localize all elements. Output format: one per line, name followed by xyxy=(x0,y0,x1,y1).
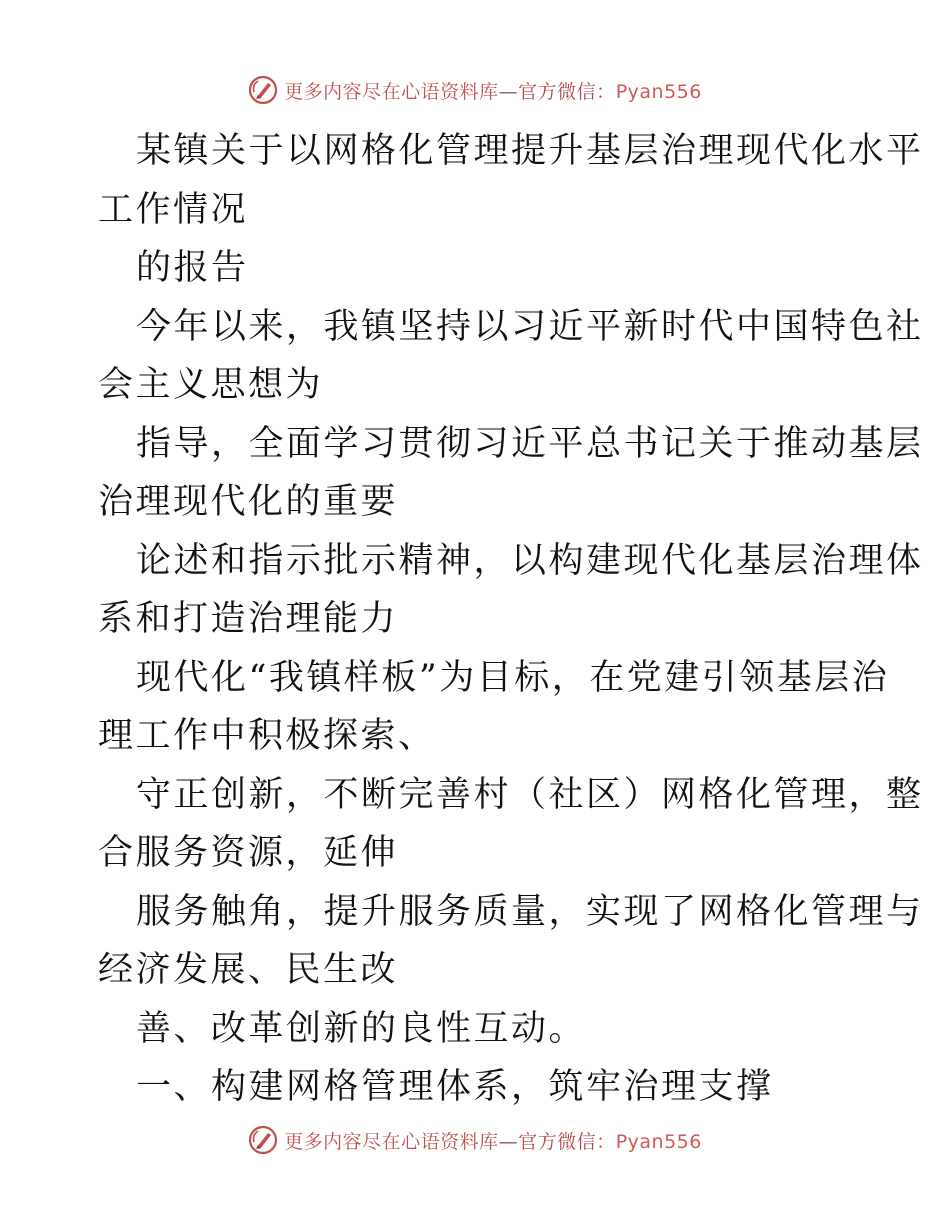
document-line: 一、构建网格管理体系，筑牢治理支撑 xyxy=(136,1067,774,1107)
document-line: 论述和指示批示精神，以构建现代化基层治理体 xyxy=(136,540,924,581)
document-line: 守正创新，不断完善村（社区）网格化管理，整 xyxy=(136,774,924,815)
footer-banner xyxy=(0,1120,950,1160)
header-banner-inner xyxy=(248,75,702,105)
quill-pen-logo-icon xyxy=(248,1125,278,1155)
footer-banner-text xyxy=(284,1127,702,1154)
footer-banner-inner xyxy=(248,1125,702,1155)
document-line: 会主义思想为 xyxy=(98,365,324,405)
header-banner-text xyxy=(284,77,702,104)
header-banner-title: 更多内容尽在心语资料库 xyxy=(284,80,499,103)
document-line: 的报告 xyxy=(136,248,249,288)
document-line: 工作情况 xyxy=(98,189,249,230)
document-line: 治理现代化的重要 xyxy=(98,482,399,522)
footer-banner-wechat-id: Pyan556 xyxy=(615,1130,702,1153)
footer-banner-separator: — xyxy=(498,1130,519,1153)
document-line: 服务触角，提升服务质量，实现了网格化管理与 xyxy=(136,891,924,932)
document-line: 某镇关于以网格化管理提升基层治理现代化水平 xyxy=(136,131,924,171)
document-line: 合服务资源，延伸 xyxy=(98,833,399,873)
header-banner-separator: — xyxy=(498,80,519,103)
footer-banner-wechat-label: 官方微信： xyxy=(518,1130,616,1153)
footer-banner-title: 更多内容尽在心语资料库 xyxy=(284,1130,499,1153)
document-line: 指导，全面学习贯彻习近平总书记关于推动基层 xyxy=(136,423,924,464)
document-line: 今年以来，我镇坚持以习近平新时代中国特色社 xyxy=(136,306,924,347)
document-line: 善、改革创新的良性互动。 xyxy=(136,1008,587,1049)
document-line: 经济发展、民生改 xyxy=(98,950,399,990)
header-banner xyxy=(0,70,950,110)
header-banner-wechat-id: Pyan556 xyxy=(615,80,702,103)
header-banner-wechat-label: 官方微信： xyxy=(518,80,616,103)
quill-pen-logo-icon xyxy=(248,75,278,105)
document-line: 现代化“我镇样板”为目标，在党建引领基层治 xyxy=(136,657,890,698)
document-line: 系和打造治理能力 xyxy=(98,599,399,639)
document-body xyxy=(98,122,924,1117)
document-line: 理工作中积极探索、 xyxy=(98,716,436,756)
